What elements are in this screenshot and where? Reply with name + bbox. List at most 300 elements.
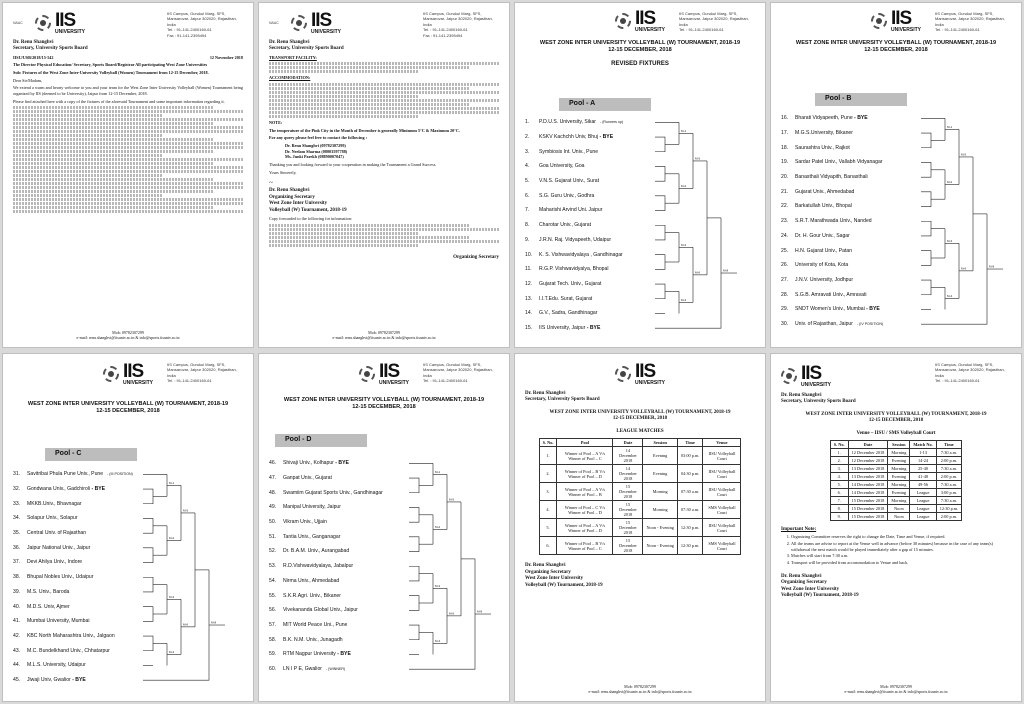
- match-label: M-6: [695, 270, 701, 275]
- bracket-line: [409, 507, 419, 522]
- league-table: [539, 438, 742, 555]
- team-name: Maharishi Arvind Uni. Jaipur: [539, 207, 603, 214]
- bracket-line: [409, 566, 419, 581]
- cell-pool: Winner of Pool – C V/s Winner of Pool – D: [557, 501, 613, 519]
- match-label: M-1: [681, 128, 687, 133]
- team-number: 4.: [525, 163, 530, 170]
- bye-label: - BYE: [90, 486, 106, 493]
- team-name: S.K.R.Agri. Univ., Bikaner: [283, 592, 341, 599]
- cell-sno: 3.: [830, 465, 848, 473]
- cell-session: Morning: [643, 483, 677, 501]
- team-number: 1.: [525, 119, 530, 126]
- venue-table: [830, 440, 962, 521]
- match-label: M-6: [183, 622, 189, 627]
- address-block: IIS Campus, Gurukul Marg, SFS, Mansarovar, Jaipur 302020, Rajasthan, India Tel. : 91-141-2400160-61 Fax : 91-141-2395494: [167, 11, 237, 38]
- cell-time: 12:30 p.m.: [677, 519, 703, 537]
- team-number: 24.: [781, 232, 789, 239]
- team-number: 10.: [525, 251, 533, 258]
- match-label: M-1: [435, 469, 441, 474]
- team-name: Nirma Univ., Ahmedabad: [283, 577, 340, 584]
- cell-date: 15 December 2018: [613, 537, 643, 555]
- org-secretary-sign: Organizing Secretary: [453, 254, 499, 260]
- team-number: 21.: [781, 188, 789, 195]
- cell-match: League: [910, 497, 936, 505]
- column-header: S. No.: [830, 441, 848, 449]
- cell-time: 3:00 p.m.: [936, 489, 962, 497]
- cell-match: League: [910, 489, 936, 497]
- position-note: - (Runners up): [599, 120, 624, 125]
- bye-label: - BYE: [70, 676, 86, 683]
- bye-label: - BYE: [333, 460, 349, 467]
- match-label: M-1: [947, 124, 953, 129]
- signature-scribble: ~: [269, 179, 273, 188]
- bracket-line: [409, 596, 419, 611]
- team-number: 3.: [525, 148, 530, 155]
- logo-text: IIS: [890, 8, 912, 29]
- table-row: [539, 465, 741, 483]
- cell-sno: 2.: [539, 465, 557, 483]
- team-number: 46.: [269, 460, 277, 467]
- cell-time: 03:00 p.m.: [677, 447, 703, 465]
- note-text: The temperature of the Pink City in the Month of December is generally Minimum 5°C & Maximum 20°C.: [269, 127, 460, 133]
- team-number: 49.: [269, 504, 277, 511]
- cell-pool: Winner of Pool – A V/s Winner of Pool – C: [557, 447, 613, 465]
- cell-date: 15 December 2018: [848, 505, 888, 513]
- table-row: [830, 489, 961, 497]
- team-number: 28.: [781, 291, 789, 298]
- fixtures-page-pool-a: [514, 2, 766, 348]
- logo-text: IIS: [634, 361, 656, 382]
- match-label: M-4: [947, 293, 953, 298]
- contact-list: Dr. Renu Shanghvi (09782307299) Dr. Neelam Sharma (08003597788) Ms. Junki Parekh (08890007047): [285, 142, 348, 160]
- bracket-line: [921, 162, 931, 177]
- accommodation-title: ACCOMMODATION:: [269, 75, 311, 81]
- team-number: 15.: [525, 324, 533, 331]
- signature-block: Dr. Renu Shanghvi Organizing Secretary West Zone Inter University Volleyball (W) Tournament, 2018-19: [525, 563, 603, 588]
- team-name: Bharati Vidyapeeth, Pune - BYE: [795, 115, 868, 122]
- team-name: MIT World Peace Uni., Pune: [283, 621, 348, 628]
- table-row: [830, 449, 961, 457]
- revised-fixtures-title: REVISED FIXTURES: [611, 60, 669, 67]
- team-name: M.L.S. University, Udaipur: [27, 662, 86, 669]
- cell-time: 7:30 a.m.: [936, 497, 962, 505]
- fixtures-page-pool-c: [2, 353, 254, 702]
- team-number: 38.: [13, 574, 21, 581]
- team-number: 47.: [269, 475, 277, 482]
- team-name: Swamiim Gujarat Sports Univ., Gandhinagar: [283, 489, 383, 496]
- team-number: 41.: [13, 618, 21, 625]
- team-number: 42.: [13, 632, 21, 639]
- transport-title: TRANSPORT FACILITY:: [269, 54, 317, 60]
- team-name: RTM Nagpur University - BYE: [283, 651, 351, 658]
- sender-block: Dr. Renu Shanghvi Secretary, University Sports Board: [525, 390, 600, 402]
- column-header: Match No.: [910, 441, 936, 449]
- logo-text: IIS: [378, 361, 400, 382]
- fixtures-page-pool-b: [770, 2, 1022, 348]
- cell-match: 1-13: [910, 449, 936, 457]
- cell-date: 14 December 2018: [613, 447, 643, 465]
- note-paragraph: Please find attached here with a copy of the fixtures of the aforesaid Tournament and some important information regarding it.: [13, 98, 225, 104]
- logo-university: UNIVERSITY: [311, 29, 342, 35]
- cell-sno: 4.: [830, 473, 848, 481]
- match-label: M-8: [211, 620, 217, 625]
- team-name: M.C. Bundelkhand Univ., Chhatarpur: [27, 647, 110, 654]
- cell-session: Evening: [643, 465, 677, 483]
- bracket-line: [143, 636, 153, 651]
- team-number: 52.: [269, 548, 277, 555]
- bracket-line: [921, 133, 931, 148]
- cell-date: 12 December 2018: [848, 449, 888, 457]
- team-number: 56.: [269, 607, 277, 614]
- cell-venue: IISU Volleyball Court: [703, 465, 741, 483]
- match-label: M-3: [435, 583, 441, 588]
- team-number: 7.: [525, 207, 530, 214]
- bracket-line: [143, 489, 153, 504]
- logo-university: UNIVERSITY: [378, 380, 409, 386]
- tournament-title: WEST ZONE INTER UNIVERSITY VOLLEYBALL (W) TOURNAMENT, 2018-19 12-15 DECEMBER, 2018: [549, 409, 731, 422]
- bracket-line: [143, 548, 153, 563]
- important-note-title: Important Note:: [781, 527, 817, 532]
- team-name: KBC North Maharashtra Univ., Jalgaon: [27, 632, 115, 639]
- address-block: IIS Campus, Gurukul Marg, SFS, Mansarovar, Jaipur 302020, Rajasthan, India Tel. : 91-141-2400160-61 Fax : 91-141-2395494: [423, 11, 493, 38]
- cell-session: Morning: [643, 501, 677, 519]
- team-number: 29.: [781, 306, 789, 313]
- team-name: S.R.T. Marathwada Univ., Nanded: [795, 218, 872, 225]
- pool-c-label: Pool - C: [45, 448, 137, 461]
- ref-line: IISU/USB/2018/15-542 12 November 2018: [13, 54, 243, 60]
- cell-session: Morning: [888, 465, 910, 473]
- tournament-title: WEST ZONE INTER UNIVERSITY VOLLEYBALL (W) TOURNAMENT, 2018-19 12-15 DECEMBER, 2018: [795, 39, 997, 54]
- team-number: 6.: [525, 192, 530, 199]
- match-label: M-5: [695, 156, 701, 161]
- team-name: I.I.T.Edu. Surat, Gujarat: [539, 295, 593, 302]
- cell-sno: 5.: [830, 481, 848, 489]
- cell-date: 15 December 2018: [613, 501, 643, 519]
- signature-block: ~ Dr. Renu Shanghvi Organizing Secretary West Zone Inter University Volleyball (W) Tournament, 2018-19: [269, 179, 499, 214]
- cell-match: 41-48: [910, 473, 936, 481]
- cell-venue: IISU Volleyball Court: [703, 519, 741, 537]
- pool-d-bracket: [259, 354, 510, 702]
- team-name: LN I P E, Gwalior - (WINNER): [283, 665, 346, 672]
- cell-date: 14 December 2018: [848, 481, 888, 489]
- venue-title: Venue – IISU / SMS Volleyball Court: [856, 431, 936, 436]
- team-number: 40.: [13, 603, 21, 610]
- team-number: 8.: [525, 222, 530, 229]
- cell-match: 14-24: [910, 457, 936, 465]
- cell-date: 15 December 2018: [848, 513, 888, 521]
- team-name: Jaipur National Univ., Jaipur: [27, 544, 91, 551]
- bracket-line: [461, 559, 475, 669]
- match-label: M-2: [947, 180, 953, 184]
- column-header: Time: [936, 441, 962, 449]
- team-number: 14.: [525, 310, 533, 317]
- team-name: Saurashtra Univ., Rajkot: [795, 144, 850, 151]
- tournament-title: WEST ZONE INTER UNIVERSITY VOLLEYBALL (W) TOURNAMENT, 2018-19 12-15 DECEMBER, 2018: [27, 400, 229, 415]
- logo-university: UNIVERSITY: [890, 27, 921, 33]
- emblem-icon: [291, 15, 307, 31]
- team-name: KSKV Kachchh Univ, Bhuj - BYE: [539, 134, 614, 141]
- note-item: 4. Transport will be provided from accommodation to Venue and back.: [791, 560, 1011, 566]
- bracket-line: [707, 218, 721, 328]
- letter-page-1: [2, 2, 254, 348]
- team-number: 25.: [781, 247, 789, 254]
- cell-sno: 9.: [830, 513, 848, 521]
- emblem-icon: [615, 366, 631, 382]
- match-label: M-2: [169, 536, 175, 540]
- team-name: P.D.U.S. University, Sikar - (Runners up): [539, 119, 624, 126]
- column-header: Date: [848, 441, 888, 449]
- match-label: M-5: [183, 508, 189, 513]
- cell-venue: SMS Volleyball Court: [703, 537, 741, 555]
- team-name: B.K. N.M. Univ., Junagadh: [283, 636, 343, 643]
- team-name: Solapur Univ., Solapur: [27, 515, 78, 522]
- cell-match: League: [910, 513, 936, 521]
- logo-text: IIS: [634, 8, 656, 29]
- table-row: [539, 501, 741, 519]
- team-number: 35.: [13, 530, 21, 537]
- team-number: 44.: [13, 662, 21, 669]
- table-row: [539, 447, 741, 465]
- cell-date: 13 December 2018: [848, 473, 888, 481]
- team-number: 11.: [525, 266, 532, 273]
- team-name: Charotar Univ., Gujarat: [539, 222, 591, 229]
- team-number: 58.: [269, 636, 277, 643]
- address-block: IIS Campus, Gurukul Marg, SFS, Mansarovar, Jaipur 302020, Rajasthan, India Tel. : 91-141-2400160-61: [679, 11, 749, 33]
- position-note: - (III POSITION): [106, 472, 133, 477]
- cell-date: 13 December 2018: [848, 465, 888, 473]
- team-number: 48.: [269, 489, 277, 496]
- thanks: Thanking you and looking forward to your cooperation in making the Tournament a Grand Success.: [269, 161, 437, 167]
- cell-match: 49-56: [910, 481, 936, 489]
- logo-text: IIS: [122, 361, 144, 382]
- column-header: S. No.: [539, 439, 557, 447]
- accreditation-mark: NAAC: [269, 20, 279, 25]
- yours: Yours Sincerely,: [269, 169, 297, 175]
- table-row: [830, 473, 961, 481]
- bracket-line: [655, 225, 665, 240]
- cell-venue: IISU Volleyball Court: [703, 483, 741, 501]
- team-name: M.D.S. Univ, Ajmer: [27, 603, 70, 610]
- cell-date: 14 December 2018: [848, 489, 888, 497]
- logo-university: UNIVERSITY: [801, 382, 832, 388]
- cell-session: Noon - Evening: [643, 519, 677, 537]
- match-label: M-3: [681, 242, 687, 247]
- cell-venue: IISU Volleyball Court: [703, 447, 741, 465]
- team-name: Gujarat Univ., Ahmedabad: [795, 188, 855, 195]
- cell-time: 7:30 a.m.: [936, 481, 962, 489]
- team-name: Vikram Univ., Ujjain: [283, 519, 327, 526]
- team-name: Mumbai University, Mumbai: [27, 618, 90, 625]
- team-name: IIS University, Jaipur - BYE: [539, 324, 601, 331]
- cell-time: 04:30 p.m.: [677, 465, 703, 483]
- cell-match: League: [910, 505, 936, 513]
- bracket-line: [973, 214, 987, 324]
- team-name: Tantia Univ., Ganganagar: [283, 533, 341, 540]
- cell-time: 07:30 a.m.: [677, 501, 703, 519]
- cell-date: 12 December 2018: [848, 457, 888, 465]
- team-number: 26.: [781, 262, 789, 269]
- team-number: 23.: [781, 218, 789, 225]
- team-name: Univ. of Rajasthan, Jaipur - (IV POSITION): [795, 320, 884, 327]
- team-number: 53.: [269, 563, 277, 570]
- team-name: Gondwana Univ., Gadchiroli - BYE: [27, 486, 106, 493]
- bracket-line: [921, 251, 931, 266]
- note-item: 1. Organizing Committee reserves the right to change the Date, Time and Venue, if required.: [791, 534, 1011, 540]
- cell-time: 2:00 p.m.: [936, 473, 962, 481]
- team-name: Devi Ahilya Univ., Indore: [27, 559, 83, 566]
- team-name: Goa University, Goa: [539, 163, 585, 170]
- team-name: J.R.N. Raj. Vidyapeeth, Udaipur: [539, 236, 612, 243]
- sender-block: Dr. Renu Shanghvi Secretary, University Sports Board: [781, 392, 856, 404]
- bracket-line: [921, 280, 931, 295]
- cell-session: Evening: [643, 447, 677, 465]
- page-footer: Mob: 09782307299 e-mail: renu.shanghvi@iisuniv.ac.in & info@sports.iisuniv.ac.in: [76, 329, 180, 341]
- league-matches-page: [514, 353, 766, 702]
- address-block: IIS Campus, Gurukul Marg, SFS, Mansarovar, Jaipur 302020, Rajasthan, India Tel. : 91-141-2400160-61: [935, 362, 1005, 384]
- team-number: 33.: [13, 500, 21, 507]
- table-row: [539, 483, 741, 501]
- address-block: IIS Campus, Gurukul Marg, SFS, Mansarovar, Jaipur 302020, Rajasthan, India Tel. : 91-141-2400160-61: [167, 362, 237, 384]
- team-number: 45.: [13, 676, 21, 683]
- pool-b-label: Pool - B: [815, 93, 907, 106]
- position-note: - (WINNER): [324, 666, 346, 671]
- team-name: Banasthali Vidyapith, Banasthali: [795, 174, 868, 181]
- bracket-line: [409, 625, 419, 640]
- team-number: 39.: [13, 588, 21, 595]
- intro-paragraph: We extend a warm and hearty welcome to you and your team for the West Zone Inter University Volleyball (Women) Tournament being organized by IIS (deemed to be University), Jaipur from 12-15 December, 2018.: [13, 85, 243, 96]
- league-title: LEAGUE MATCHES: [616, 429, 664, 434]
- cell-session: Morning: [888, 449, 910, 457]
- bracket-line: [143, 577, 153, 592]
- team-name: K. S. Vishwavidyalaya , Gandhinagar: [539, 251, 623, 258]
- match-label: M-3: [169, 594, 175, 599]
- pool-a-bracket: [515, 3, 766, 348]
- team-number: 22.: [781, 203, 789, 210]
- copy-forward: Copy forwarded to the following for information:: [269, 216, 353, 222]
- bracket-line: [655, 255, 665, 270]
- bye-label: - BYE: [852, 115, 868, 122]
- accreditation-mark: NAAC: [13, 20, 23, 25]
- team-number: 36.: [13, 544, 21, 551]
- emblem-icon: [781, 368, 797, 384]
- cell-sno: 6.: [539, 537, 557, 555]
- team-name: S.G. Guru Univ., Godhra: [539, 192, 595, 199]
- table-row: [830, 457, 961, 465]
- match-label: M-4: [435, 638, 441, 643]
- match-label: M-2: [435, 525, 441, 529]
- bye-label: - BYE: [598, 134, 614, 141]
- team-number: 57.: [269, 621, 277, 628]
- cell-time: 07:30 a.m.: [677, 483, 703, 501]
- pool-a-label: Pool - A: [559, 98, 651, 111]
- team-number: 43.: [13, 647, 21, 654]
- team-name: Sardar Patel Univ., Vallabh Vidyanagar: [795, 159, 883, 166]
- team-number: 54.: [269, 577, 277, 584]
- cell-pool: Winner of Pool – B V/s Winner of Pool – C: [557, 537, 613, 555]
- team-name: Manipal University, Jaipur: [283, 504, 341, 511]
- team-name: Vivekananda Global Univ., Jaipur: [283, 607, 358, 614]
- cell-session: Noon - Evening: [643, 537, 677, 555]
- table-row: [830, 513, 961, 521]
- cell-sno: 1.: [830, 449, 848, 457]
- bracket-line: [655, 137, 665, 152]
- team-number: 32.: [13, 486, 21, 493]
- team-name: G.V., Sadra, Gandhinagar: [539, 310, 598, 317]
- team-name: H.N. Gujarat Univ., Patan: [795, 247, 853, 254]
- emblem-icon: [35, 15, 51, 31]
- logo-university: UNIVERSITY: [634, 27, 665, 33]
- match-label: M-3: [947, 238, 953, 243]
- cell-sno: 6.: [830, 489, 848, 497]
- match-label: M-2: [681, 184, 687, 188]
- cell-sno: 2.: [830, 457, 848, 465]
- column-header: Venue: [703, 439, 741, 447]
- tournament-title: WEST ZONE INTER UNIVERSITY VOLLEYBALL (W) TOURNAMENT, 2018-19 12-15 DECEMBER, 2018: [805, 411, 987, 424]
- team-name: R.D.Vishwavidyalaya, Jabalpur: [283, 563, 354, 570]
- team-name: Shivaji Univ., Kolhapur - BYE: [283, 460, 349, 467]
- match-label: M-5: [961, 152, 967, 157]
- bracket-line: [921, 192, 931, 207]
- cell-date: 15 December 2018: [613, 519, 643, 537]
- logo-text: IIS: [55, 10, 76, 31]
- bye-label: - BYE: [585, 324, 601, 331]
- logo-university: UNIVERSITY: [634, 380, 665, 386]
- cell-pool: Winner of Pool – B V/s Winner of Pool – D: [557, 465, 613, 483]
- team-number: 2.: [525, 134, 530, 141]
- cell-time: 12:30 p.m.: [677, 537, 703, 555]
- team-number: 51.: [269, 533, 277, 540]
- team-number: 59.: [269, 651, 277, 658]
- page-footer: Mob: 09782307299 e-mail: renu.shanghvi@iisuniv.ac.in & info@sports.iisuniv.ac.in: [588, 683, 692, 695]
- column-header: Pool: [557, 439, 613, 447]
- cell-time: 7:30 a.m.: [936, 449, 962, 457]
- team-name: Central Univ. of Rajasthan: [27, 530, 87, 537]
- team-name: MKKB.Univ., Bhavnagar: [27, 500, 82, 507]
- team-name: R.G.P. Vishwavidyalya, Bhopal: [539, 266, 609, 273]
- position-note: - (IV POSITION): [855, 321, 884, 326]
- address-block: IIS Campus, Gurukul Marg, SFS, Mansarovar, Jaipur 302020, Rajasthan, India Tel. : 91-141-2400160-61: [935, 11, 1005, 33]
- team-name: Jiwaji Univ, Gwalior - BYE: [27, 676, 86, 683]
- column-header: Time: [677, 439, 703, 447]
- tournament-title: WEST ZONE INTER UNIVERSITY VOLLEYBALL (W) TOURNAMENT, 2018-19 12-15 DECEMBER, 2018: [539, 39, 741, 54]
- table-row: [539, 537, 741, 555]
- team-name: Ganpat Univ., Gujarat: [283, 475, 332, 482]
- note-item: 3. Matches will start from 7:30 a.m.: [791, 553, 1011, 559]
- cell-sno: 3.: [539, 483, 557, 501]
- cell-sno: 8.: [830, 505, 848, 513]
- match-label: M-4: [681, 297, 687, 302]
- important-notes-list: [791, 534, 1011, 566]
- logo-text: IIS: [801, 363, 822, 384]
- cell-pool: Winner of Pool – A V/s Winner of Pool – B: [557, 483, 613, 501]
- team-number: 18.: [781, 144, 789, 151]
- cell-session: Evening: [888, 457, 910, 465]
- team-number: 19.: [781, 159, 789, 166]
- team-number: 12.: [525, 280, 533, 287]
- team-name: V.N.S. Gujarat Univ., Surat: [539, 178, 600, 185]
- match-label: M-8: [477, 609, 483, 614]
- team-name: Symbiosis Int. Univ., Pune: [539, 148, 599, 155]
- logo-text: IIS: [311, 10, 332, 31]
- table-row: [830, 465, 961, 473]
- pool-b-bracket: [771, 3, 1022, 348]
- team-name: SNDT Women's Univ., Mumbai - BYE: [795, 306, 880, 313]
- team-number: 27.: [781, 276, 789, 283]
- team-number: 5.: [525, 178, 530, 185]
- note-title: NOTE:: [269, 119, 283, 125]
- cell-time: 2:00 p.m.: [936, 457, 962, 465]
- match-label: M-4: [169, 649, 175, 654]
